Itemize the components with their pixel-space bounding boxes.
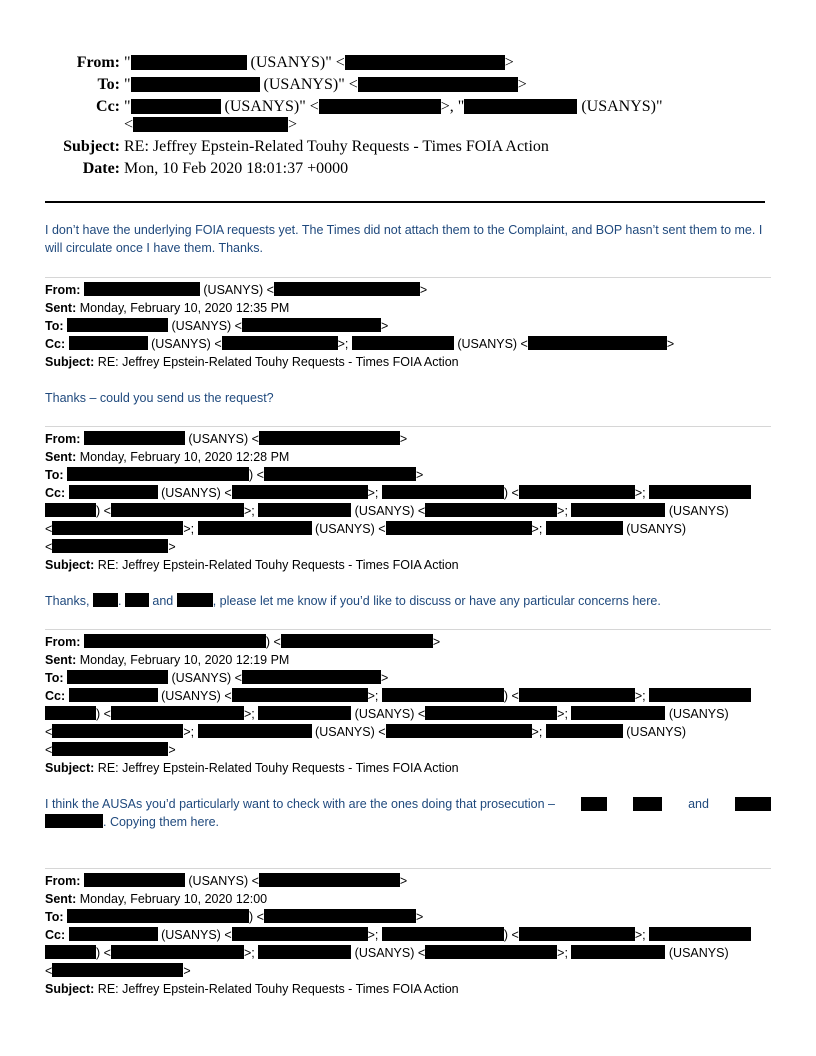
- redaction-block: [242, 670, 381, 684]
- email5-cc-row-1: Cc: (USANYS) < >; ) < >;: [45, 926, 751, 944]
- redaction-block: [319, 99, 441, 114]
- redaction-block: [131, 77, 260, 92]
- redaction-block: [69, 688, 158, 702]
- message-body-4: [45, 795, 771, 831]
- header-subject-label: Subject:: [63, 138, 120, 155]
- redaction-block: [425, 503, 557, 517]
- redaction-block: [735, 797, 771, 811]
- redaction-block: [69, 927, 158, 941]
- redaction-block: [84, 634, 266, 648]
- redaction-block: [52, 724, 183, 738]
- redaction-block: [67, 318, 168, 332]
- email3-sent: Monday, February 10, 2020 12:28 PM: [79, 450, 290, 464]
- redaction-block: [528, 336, 667, 350]
- redaction-block: [345, 55, 505, 70]
- redaction-block: [52, 521, 183, 535]
- redaction-block: [386, 724, 532, 738]
- email3-cc-row-3: < >; (USANYS) < >; (USANYS): [45, 522, 686, 536]
- redaction-block: [546, 521, 623, 535]
- redaction-block: [281, 634, 433, 648]
- redaction-block: [67, 670, 168, 684]
- email2-from-row: From: (USANYS) < >: [45, 283, 428, 297]
- redaction-block: [45, 706, 96, 720]
- email5-sent: Monday, February 10, 2020 12:00: [79, 892, 268, 906]
- email2-subject: RE: Jeffrey Epstein-Related Touhy Requests - Times FOIA Action: [97, 355, 459, 369]
- redaction-block: [222, 336, 338, 350]
- redaction-block: [242, 318, 381, 332]
- header-subject: RE: Jeffrey Epstein-Related Touhy Requests - Times FOIA Action: [124, 138, 549, 155]
- redaction-block: [519, 927, 635, 941]
- redaction-block: [264, 467, 416, 481]
- redaction-block: [177, 593, 213, 607]
- header-from-value: " (USANYS)" < >: [124, 54, 514, 71]
- email4-cc-row-2: ) < >; (USANYS) < >; (USANYS): [45, 705, 729, 723]
- email-separator: [45, 868, 771, 869]
- redaction-block: [84, 282, 200, 296]
- message-body-4-line-1: I think the AUSAs you’d particularly want to check with are the ones doing that prosecution – and: [45, 795, 771, 813]
- redaction-block: [464, 99, 577, 114]
- redaction-block: [581, 797, 607, 811]
- email-separator: [45, 426, 771, 427]
- email4-cc-row-4: < >: [45, 743, 176, 757]
- redaction-block: [232, 927, 368, 941]
- redaction-block: [425, 945, 557, 959]
- header-to-label: To:: [97, 76, 120, 93]
- email5-subject: RE: Jeffrey Epstein-Related Touhy Requests - Times FOIA Action: [97, 982, 459, 996]
- header-date: Mon, 10 Feb 2020 18:01:37 +0000: [124, 160, 349, 177]
- redaction-block: [571, 945, 665, 959]
- email5-to-row: To: ) < >: [45, 910, 424, 924]
- redaction-block: [198, 724, 312, 738]
- email2-subject-row: Subject: RE: Jeffrey Epstein-Related Touhy Requests - Times FOIA Action: [45, 355, 459, 369]
- email5-subject-row: Subject: RE: Jeffrey Epstein-Related Touhy Requests - Times FOIA Action: [45, 982, 459, 996]
- email4-sent: Monday, February 10, 2020 12:19 PM: [79, 653, 290, 667]
- header-cc-value-2: < >: [124, 116, 298, 133]
- redaction-block: [264, 909, 416, 923]
- email3-subject: RE: Jeffrey Epstein-Related Touhy Requests - Times FOIA Action: [97, 558, 459, 572]
- redaction-block: [382, 927, 504, 941]
- redaction-block: [232, 485, 368, 499]
- redaction-block: [67, 909, 249, 923]
- redaction-block: [84, 431, 185, 445]
- email4-subject: RE: Jeffrey Epstein-Related Touhy Requests - Times FOIA Action: [97, 761, 459, 775]
- redaction-block: [84, 873, 185, 887]
- redaction-block: [131, 55, 247, 70]
- message-body-1: I don’t have the underlying FOIA requests yet. The Times did not attach them to the Complaint, and BOP hasn’t sent them to me. I will circulate once I have them. Thanks.: [45, 223, 763, 255]
- email4-cc-row-3: < >; (USANYS) < >; (USANYS): [45, 725, 686, 739]
- redaction-block: [131, 99, 221, 114]
- redaction-block: [259, 431, 400, 445]
- header-divider: [45, 201, 765, 203]
- redaction-block: [69, 485, 158, 499]
- redaction-block: [258, 503, 351, 517]
- email3-to-row: To: ) < >: [45, 468, 424, 482]
- email4-to-row: To: (USANYS) < >: [45, 671, 389, 685]
- email4-sent-row: Sent: Monday, February 10, 2020 12:19 PM: [45, 653, 290, 667]
- email2-cc-row: Cc: (USANYS) < >; (USANYS) < >: [45, 337, 675, 351]
- redaction-block: [133, 117, 288, 132]
- redaction-block: [52, 539, 168, 553]
- redaction-block: [111, 503, 244, 517]
- redaction-block: [382, 688, 504, 702]
- redaction-block: [52, 742, 168, 756]
- redaction-block: [633, 797, 662, 811]
- redaction-block: [198, 521, 312, 535]
- header-to-value: " (USANYS)" < >: [124, 76, 527, 93]
- redaction-block: [425, 706, 557, 720]
- redaction-block: [649, 688, 751, 702]
- redaction-block: [93, 593, 118, 607]
- email3-cc-row-2: ) < >; (USANYS) < >; (USANYS): [45, 502, 729, 520]
- email5-cc-row-2: ) < >; (USANYS) < >; (USANYS): [45, 944, 729, 962]
- email3-from-row: From: (USANYS) < >: [45, 432, 408, 446]
- redaction-block: [67, 467, 249, 481]
- redaction-block: [519, 485, 635, 499]
- redaction-block: [111, 945, 244, 959]
- email4-from-row: From: ) < >: [45, 635, 441, 649]
- redaction-block: [352, 336, 454, 350]
- message-body-4-line-2: . Copying them here.: [45, 813, 771, 831]
- email3-sent-row: Sent: Monday, February 10, 2020 12:28 PM: [45, 450, 290, 464]
- redaction-block: [571, 706, 665, 720]
- email2-to-row: To: (USANYS) < >: [45, 319, 389, 333]
- email4-cc-row-1: Cc: (USANYS) < >; ) < >;: [45, 687, 751, 705]
- email-separator: [45, 277, 771, 278]
- redaction-block: [649, 927, 751, 941]
- redaction-block: [111, 706, 244, 720]
- redaction-block: [45, 945, 96, 959]
- redaction-block: [69, 336, 148, 350]
- redaction-block: [258, 706, 351, 720]
- email3-cc-row-4: < >: [45, 540, 176, 554]
- redaction-block: [546, 724, 623, 738]
- redaction-block: [45, 814, 103, 828]
- header-date-label: Date:: [82, 160, 120, 177]
- email-separator: [45, 629, 771, 630]
- message-body-3: Thanks, . and , please let me know if you’d like to discuss or have any particular concerns here.: [45, 594, 661, 608]
- message-body-2: Thanks – could you send us the request?: [45, 391, 274, 405]
- email2-sent: Monday, February 10, 2020 12:35 PM: [79, 301, 290, 315]
- redaction-block: [382, 485, 504, 499]
- redaction-block: [649, 485, 751, 499]
- email4-subject-row: Subject: RE: Jeffrey Epstein-Related Touhy Requests - Times FOIA Action: [45, 761, 459, 775]
- email2-sent-row: Sent: Monday, February 10, 2020 12:35 PM: [45, 301, 290, 315]
- email5-from-row: From: (USANYS) < >: [45, 874, 408, 888]
- redaction-block: [571, 503, 665, 517]
- redaction-block: [259, 873, 400, 887]
- header-cc-value: " (USANYS)" < >, " (USANYS)": [124, 98, 663, 115]
- redaction-block: [45, 503, 96, 517]
- redaction-block: [52, 963, 183, 977]
- redaction-block: [258, 945, 351, 959]
- redaction-block: [232, 688, 368, 702]
- redaction-block: [519, 688, 635, 702]
- email5-sent-row: Sent: Monday, February 10, 2020 12:00: [45, 892, 268, 906]
- email5-cc-row-3: < >: [45, 964, 191, 978]
- header-from-label: From:: [76, 54, 120, 71]
- redaction-block: [274, 282, 420, 296]
- redaction-block: [358, 77, 518, 92]
- redaction-block: [386, 521, 532, 535]
- email3-cc-row-1: Cc: (USANYS) < >; ) < >;: [45, 484, 751, 502]
- email3-subject-row: Subject: RE: Jeffrey Epstein-Related Touhy Requests - Times FOIA Action: [45, 558, 459, 572]
- header-cc-label: Cc:: [96, 98, 120, 115]
- redaction-block: [125, 593, 149, 607]
